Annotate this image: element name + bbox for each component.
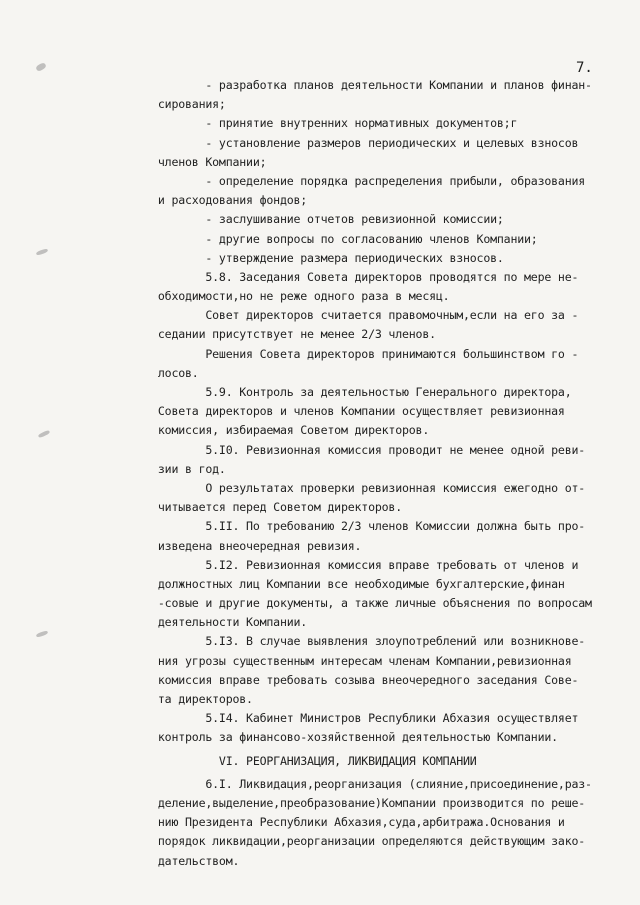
text-line: - другие вопросы по согласованию членов Компании; [124,231,538,246]
text-line: членов Компании; [124,154,267,169]
text-line: лосов. [124,365,199,380]
text-line: О результатах проверки ревизионная комиссия ежегодно от- [124,480,586,495]
text-line: читывается перед Советом директоров. [124,500,402,515]
text-line: 5.I3. В случае выявления злоупотреблений или возникнове- [124,634,586,649]
text-line: Решения Совета директоров принимаются большинством го - [124,346,579,361]
text-line: 5.I2. Ревизионная комиссия вправе требовать от членов и [124,557,579,572]
text-line: ния угрозы существенным интересам членам Компании,ревизионная [124,653,572,668]
text-line: порядок ликвидации,реорганизации определяются действующим зако- [124,834,586,849]
page-number: 7. [576,60,593,76]
section-heading [124,752,604,771]
text-line: Совета директоров и членов Компании осуществляет ревизионная [124,404,565,419]
text-line: седании присутствует не менее 2/3 членов. [124,327,436,342]
paper-speck [38,430,51,439]
text-line: - установление размеров периодических и целевых взносов [124,135,579,150]
text-line: зии в год. [124,461,226,476]
paper-speck [36,630,49,638]
text-line: обходимости,но не реже одного раза в месяц. [124,289,450,304]
document-body [124,76,604,871]
text-line: сирования; [124,97,226,112]
text-line: - разработка планов деятельности Компании и планов финан- [124,78,592,92]
text-line: дательством. [124,853,240,868]
section-5-text [124,76,604,748]
text-line: деление,выделение,преобразование)Компании производится по реше- [124,795,586,810]
text-line: та директоров. [124,692,253,706]
text-line: - утверждение размера периодических взносов. [124,250,504,265]
text-line: -совые и другие документы, а также личные объяснения по вопросам [124,596,592,611]
text-line: должностных лиц Компании все необходимые бухгалтерские,финан [124,576,565,591]
text-line: 6.I. Ликвидация,реорганизация (слияние,присоединение,раз- [124,776,592,791]
text-line: - заслушивание отчетов ревизионной комиссии; [124,212,504,227]
text-line: изведена внеочередная ревизия. [124,538,362,553]
text-line: 5.I4. Кабинет Министров Республики Абхазия осуществляет [124,711,579,726]
text-line: деятельности Компании. [124,615,308,630]
section-6-text [124,775,604,871]
text-line: 5.I0. Ревизионная комиссия проводит не менее одной реви- [124,442,586,457]
paper-speck [36,248,49,256]
text-line: контроль за финансово-хозяйственной деятельностью Компании. [124,730,558,745]
text-line: 5.8. Заседания Совета директоров проводятся по мере не- [124,269,579,284]
text-line: 5.II. По требованию 2/3 членов Комиссии должна быть про- [124,519,586,534]
text-line: 5.9. Контроль за деятельностью Генерального директора, [124,385,572,399]
text-line: и расходования фондов; [124,193,308,208]
text-line: - определение порядка распределения прибыли, образования [124,173,586,188]
section-heading-text: VI. РЕОРГАНИЗАЦИЯ, ЛИКВИДАЦИЯ КОМПАНИИ [218,753,477,768]
text-line: - принятие внутренних нормативных документов;г [124,116,518,131]
text-line: нию Президента Республики Абхазия,суда,арбитража.Основания и [124,815,565,830]
text-line: Совет директоров считается правомочным,если на его за - [124,308,579,323]
paper-speck [35,62,47,72]
text-line: комиссия вправе требовать созыва внеочередного заседания Сове- [124,672,579,687]
text-line: комиссия, избираемая Советом директоров. [124,423,430,438]
